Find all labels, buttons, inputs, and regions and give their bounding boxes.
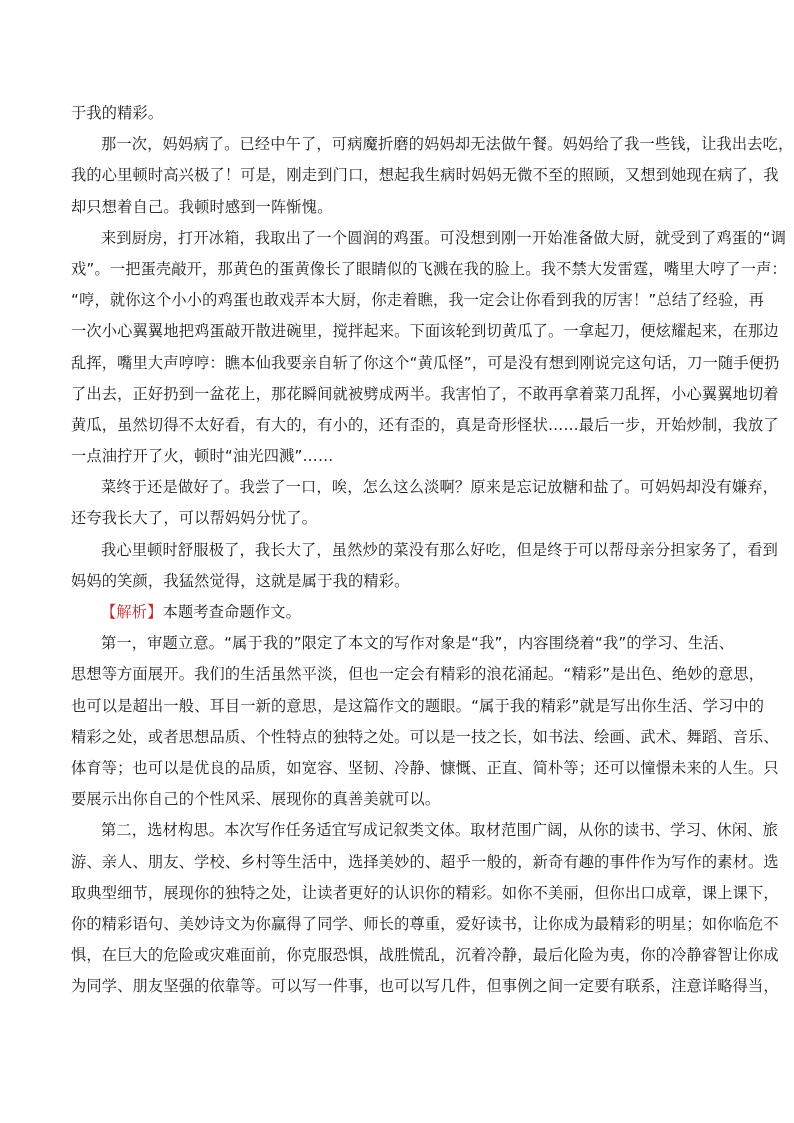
analysis-label: 【解析】	[101, 603, 163, 621]
text-line	[71, 940, 779, 971]
line-text: 黄瓜，虽然切得不太好看，有大的，有小的，还有歪的，真是奇形怪状……最后一步，开始炒制，我放了	[71, 415, 779, 434]
line-text: 第二，选材构思。本次写作任务适宜写成记叙类文体。取材范围广阔，从你的读书、学习、休闲、旅	[101, 821, 779, 840]
line-text: 来到厨房，打开冰箱，我取出了一个圆润的鸡蛋。可没想到刚一开始准备做大厨，就受到了鸡蛋的“调	[101, 228, 787, 247]
text-line	[71, 659, 765, 690]
text-line	[71, 285, 765, 316]
line-text: 也可以是超出一般、耳目一新的意思，是这篇作文的题眼。“属于我的精彩”就是写出你生活、学习中的	[71, 696, 765, 715]
text-line	[71, 410, 779, 441]
line-text: 乱挥，嘴里大声哼哼：瞧本仙我要亲自斩了你这个“黄瓜怪”，可是没有想到刚说完这句话，刀一随手便扔	[71, 353, 780, 372]
text-line	[71, 348, 780, 379]
text-line	[71, 503, 731, 534]
line-text: 我的心里顿时高兴极了！可是，刚走到门口，想起我生病时妈妈无微不至的照顾，又想到她现在病了，我	[71, 166, 779, 185]
line-text: 取典型细节，展现你的独特之处，让读者更好的认识你的精彩。如你不美丽，但你出口成章，课上课下，	[71, 883, 779, 902]
line-text: 要展示出你自己的个性风采、展现你的真善美就可以。	[71, 790, 441, 809]
text-line	[71, 223, 787, 254]
line-text: 了出去，正好扔到一盆花上，那花瞬间就被劈成两半。我害怕了，不敢再拿着菜刀乱挥，小心翼翼地切着	[71, 384, 779, 403]
text-line	[71, 909, 779, 940]
text-line	[71, 722, 779, 753]
text-line	[71, 971, 779, 1002]
line-text: 于我的精彩。	[71, 104, 164, 122]
text-line	[71, 98, 731, 129]
text-line	[71, 597, 731, 628]
line-text: 我心里顿时舒服极了，我长大了，虽然炒的菜没有那么好吃，但是终于可以帮母亲分担家务了，看到	[101, 540, 779, 559]
text-line	[71, 753, 779, 784]
line-text: 还夸我长大了，可以帮妈妈分忧了。	[71, 509, 318, 528]
line-text: “哼，就你这个小小的鸡蛋也敢戏弄本大厨，你走着瞧，我一定会让你看到我的厉害！”总结了经验，再	[71, 291, 765, 310]
line-text: 第一，审题立意。“属于我的”限定了本文的写作对象是“我”，内容围绕着“我”的学习、生活、	[101, 634, 735, 653]
text-line	[71, 847, 779, 878]
text-line	[71, 691, 765, 722]
text-line	[71, 192, 731, 223]
text-line	[71, 566, 731, 597]
line-text: 却只想着自己。我顿时感到一阵惭愧。	[71, 197, 333, 216]
text-line	[71, 160, 779, 191]
line-text: 菜终于还是做好了。我尝了一口，唉，怎么这么淡啊？原来是忘记放糖和盐了。可妈妈却没有嫌弃，	[101, 478, 779, 497]
line-text: 本题考查命题作文。	[162, 603, 302, 621]
line-text: 精彩之处，或者思想品质、个性特点的独特之处。可以是一技之长，如书法、绘画、武术、舞蹈、音乐、	[71, 727, 779, 746]
text-line	[71, 628, 735, 659]
text-line	[71, 472, 779, 503]
text-line	[71, 784, 731, 815]
line-text: 为同学、朋友坚强的依靠等。可以写一件事，也可以写几件，但事例之间一定要有联系，注意详略得当，	[71, 977, 779, 996]
text-line	[71, 815, 779, 846]
line-text: 思想等方面展开。我们的生活虽然平淡，但也一定会有精彩的浪花涌起。“精彩”是出色、绝妙的意思，	[71, 665, 765, 684]
text-line	[71, 129, 794, 160]
line-text: 体育等；也可以是优良的品质，如宽容、坚韧、冷静、慷慨、正直、简朴等；还可以憧憬未来的人生。只	[71, 758, 779, 777]
text-line	[71, 878, 779, 909]
text-line	[71, 316, 779, 347]
essay-text-block	[71, 98, 794, 1002]
text-line	[71, 535, 779, 566]
line-text: 游、亲人、朋友、学校、乡村等生活中，选择美妙的、超乎一般的，新奇有趣的事件作为写作的素材。选	[71, 852, 779, 871]
text-line	[71, 379, 779, 410]
line-text: 一点油拧开了火，顿时“油光四溅”……	[71, 447, 334, 466]
line-text: 你的精彩语句、美妙诗文为你赢得了同学、师长的尊重，爱好读书，让你成为最精彩的明星；如你临危不	[71, 914, 779, 933]
line-text: 惧，在巨大的危险或灾难面前，你克服恐惧，战胜慌乱，沉着冷静，最后化险为夷，你的冷静睿智让你成	[71, 946, 779, 965]
line-text: 那一次，妈妈病了。已经中午了，可病魔折磨的妈妈却无法做午餐。妈妈给了我一些钱，让我出去吃，	[101, 135, 794, 154]
line-text: 妈妈的笑颜，我猛然觉得，这就是属于我的精彩。	[71, 571, 410, 590]
text-line	[71, 441, 731, 472]
text-line	[71, 254, 787, 285]
line-text: 一次小心翼翼地把鸡蛋敲开散进碗里，搅拌起来。下面该轮到切黄瓜了。一拿起刀，便炫耀起来，在那边	[71, 322, 779, 341]
line-text: 戏”。一把蛋壳敲开，那黄色的蛋黄像长了眼睛似的飞溅在我的脸上。我不禁大发雷霆，嘴里大哼了一声：	[71, 259, 787, 278]
